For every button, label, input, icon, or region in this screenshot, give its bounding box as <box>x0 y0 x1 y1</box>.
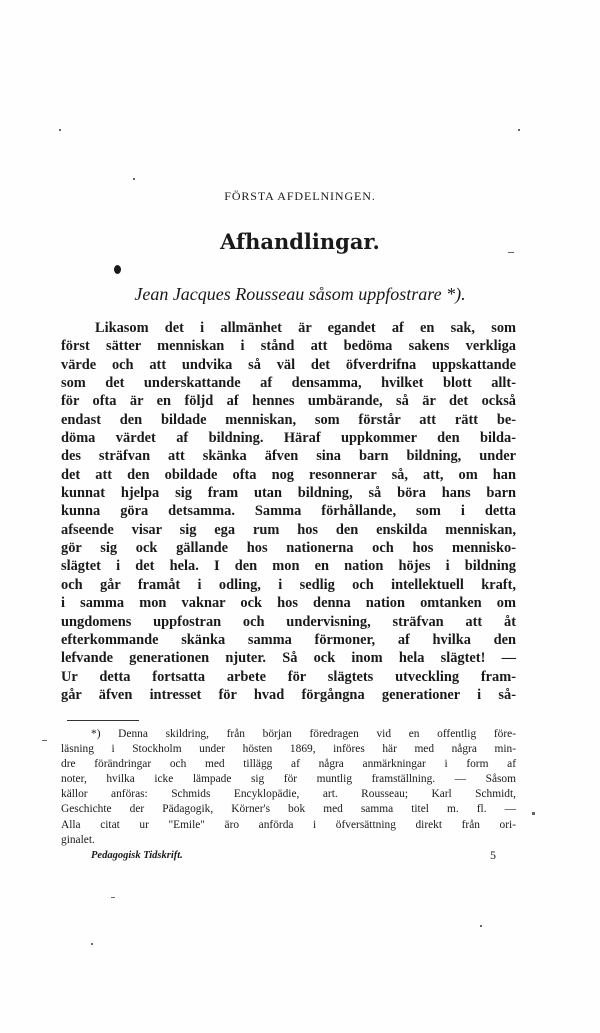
body-line: lefvande generationen njuter. Så ock inom hela slägtet! — <box>61 650 516 667</box>
body-line: och går framåt i odling, i sedlig och intellektuell kraft, <box>61 576 516 593</box>
footnote-line: *) Denna skildring, från början föredragen vid en offentlig före- <box>91 728 516 740</box>
scan-speck <box>518 129 520 131</box>
body-line: kunna göra detsamma. Samma förhållande, som i detta <box>61 503 516 520</box>
article-title: Jean Jacques Rousseau såsom uppfostrare *). <box>134 284 466 304</box>
scan-speck <box>480 925 482 927</box>
body-line: efterkommande skänka samma förmoner, af hvilka den <box>61 631 516 648</box>
body-line: gör sig ock gällande hos nationerna och hos mennisko- <box>61 540 516 557</box>
main-title: Afhandlingar. <box>220 229 380 254</box>
footnote-line: dre förändringar och med tillägg af några anmärkningar i form af <box>61 758 516 771</box>
body-line: kunnat hjelpa sig fram utan bildning, så böra hans barn <box>61 485 516 502</box>
scan-speck <box>508 252 514 253</box>
ink-blot <box>114 265 121 274</box>
section-header: FÖRSTA AFDELNINGEN. <box>224 189 376 203</box>
footnote-line: Geschichte der Pädagogik, Körner's bok med samma titel m. fl. — <box>61 803 516 816</box>
scan-speck <box>42 740 47 741</box>
body-line: först sätter menniskan i stånd att bedöma sakens verkliga <box>61 338 516 355</box>
body-text <box>61 319 516 704</box>
scan-speck <box>532 812 535 815</box>
body-line: går äfven intresset för hvad förgångna generationer i så- <box>61 686 516 703</box>
body-line: afseende visar sig ega rum hos den enskilda menniskan, <box>61 521 516 538</box>
journal-signature: Pedagogisk Tidskrift. <box>91 850 183 861</box>
footnote-line: Alla citat ur "Emile" äro anförda i öfversättning direkt från ori- <box>61 818 516 831</box>
body-line: Ur detta fortsatta arbete för slägtets utveckling fram- <box>61 668 516 685</box>
body-line: endast den bildade menniskan, som förstår att rätt be- <box>61 411 516 428</box>
body-line: döma värdet af bildning. Häraf uppkommer den bilda- <box>61 430 516 447</box>
signature-mark: 5 <box>490 848 496 862</box>
body-line: värde och att undvika så väl det öfverdrifna uppskattande <box>61 356 516 373</box>
footnote-line: läsning i Stockholm under hösten 1869, införes här med några min- <box>61 743 516 756</box>
scan-speck <box>59 129 61 131</box>
body-line: för ofta är en följd af hennes umbärande, så är det också <box>61 393 516 410</box>
footnote-divider <box>67 720 139 721</box>
body-line: Likasom det i allmänhet är egandet af en sak, som <box>95 320 516 336</box>
scan-speck <box>133 178 135 180</box>
body-line: ungdomens uppfostran och undervisning, sträfvan att åt <box>61 613 516 630</box>
body-line: det att den obildade ofta nog resonnerar så, att, om han <box>61 466 516 483</box>
footnote-line: noter, hvilka icke lämpade sig för muntlig framställning. — Såsom <box>61 773 516 786</box>
body-line: i samma mon vaknar ock hos denna nation omtanken om <box>61 595 516 612</box>
body-line: des sträfvan att skänka äfven sina barn bildning, under <box>61 448 516 465</box>
body-line: slägtet i det hela. I den mon en nation höjes i bildning <box>61 558 516 575</box>
scan-speck <box>111 897 115 898</box>
body-line: som det underskattande af densamma, hvilket blott allt- <box>61 375 516 392</box>
scan-speck <box>91 943 93 945</box>
footnote-line: källor anföras: Schmids Encyklopädie, art. Rousseau; Karl Schmidt, <box>61 788 516 801</box>
footnote <box>61 727 516 848</box>
footnote-line: ginalet. <box>61 833 95 846</box>
